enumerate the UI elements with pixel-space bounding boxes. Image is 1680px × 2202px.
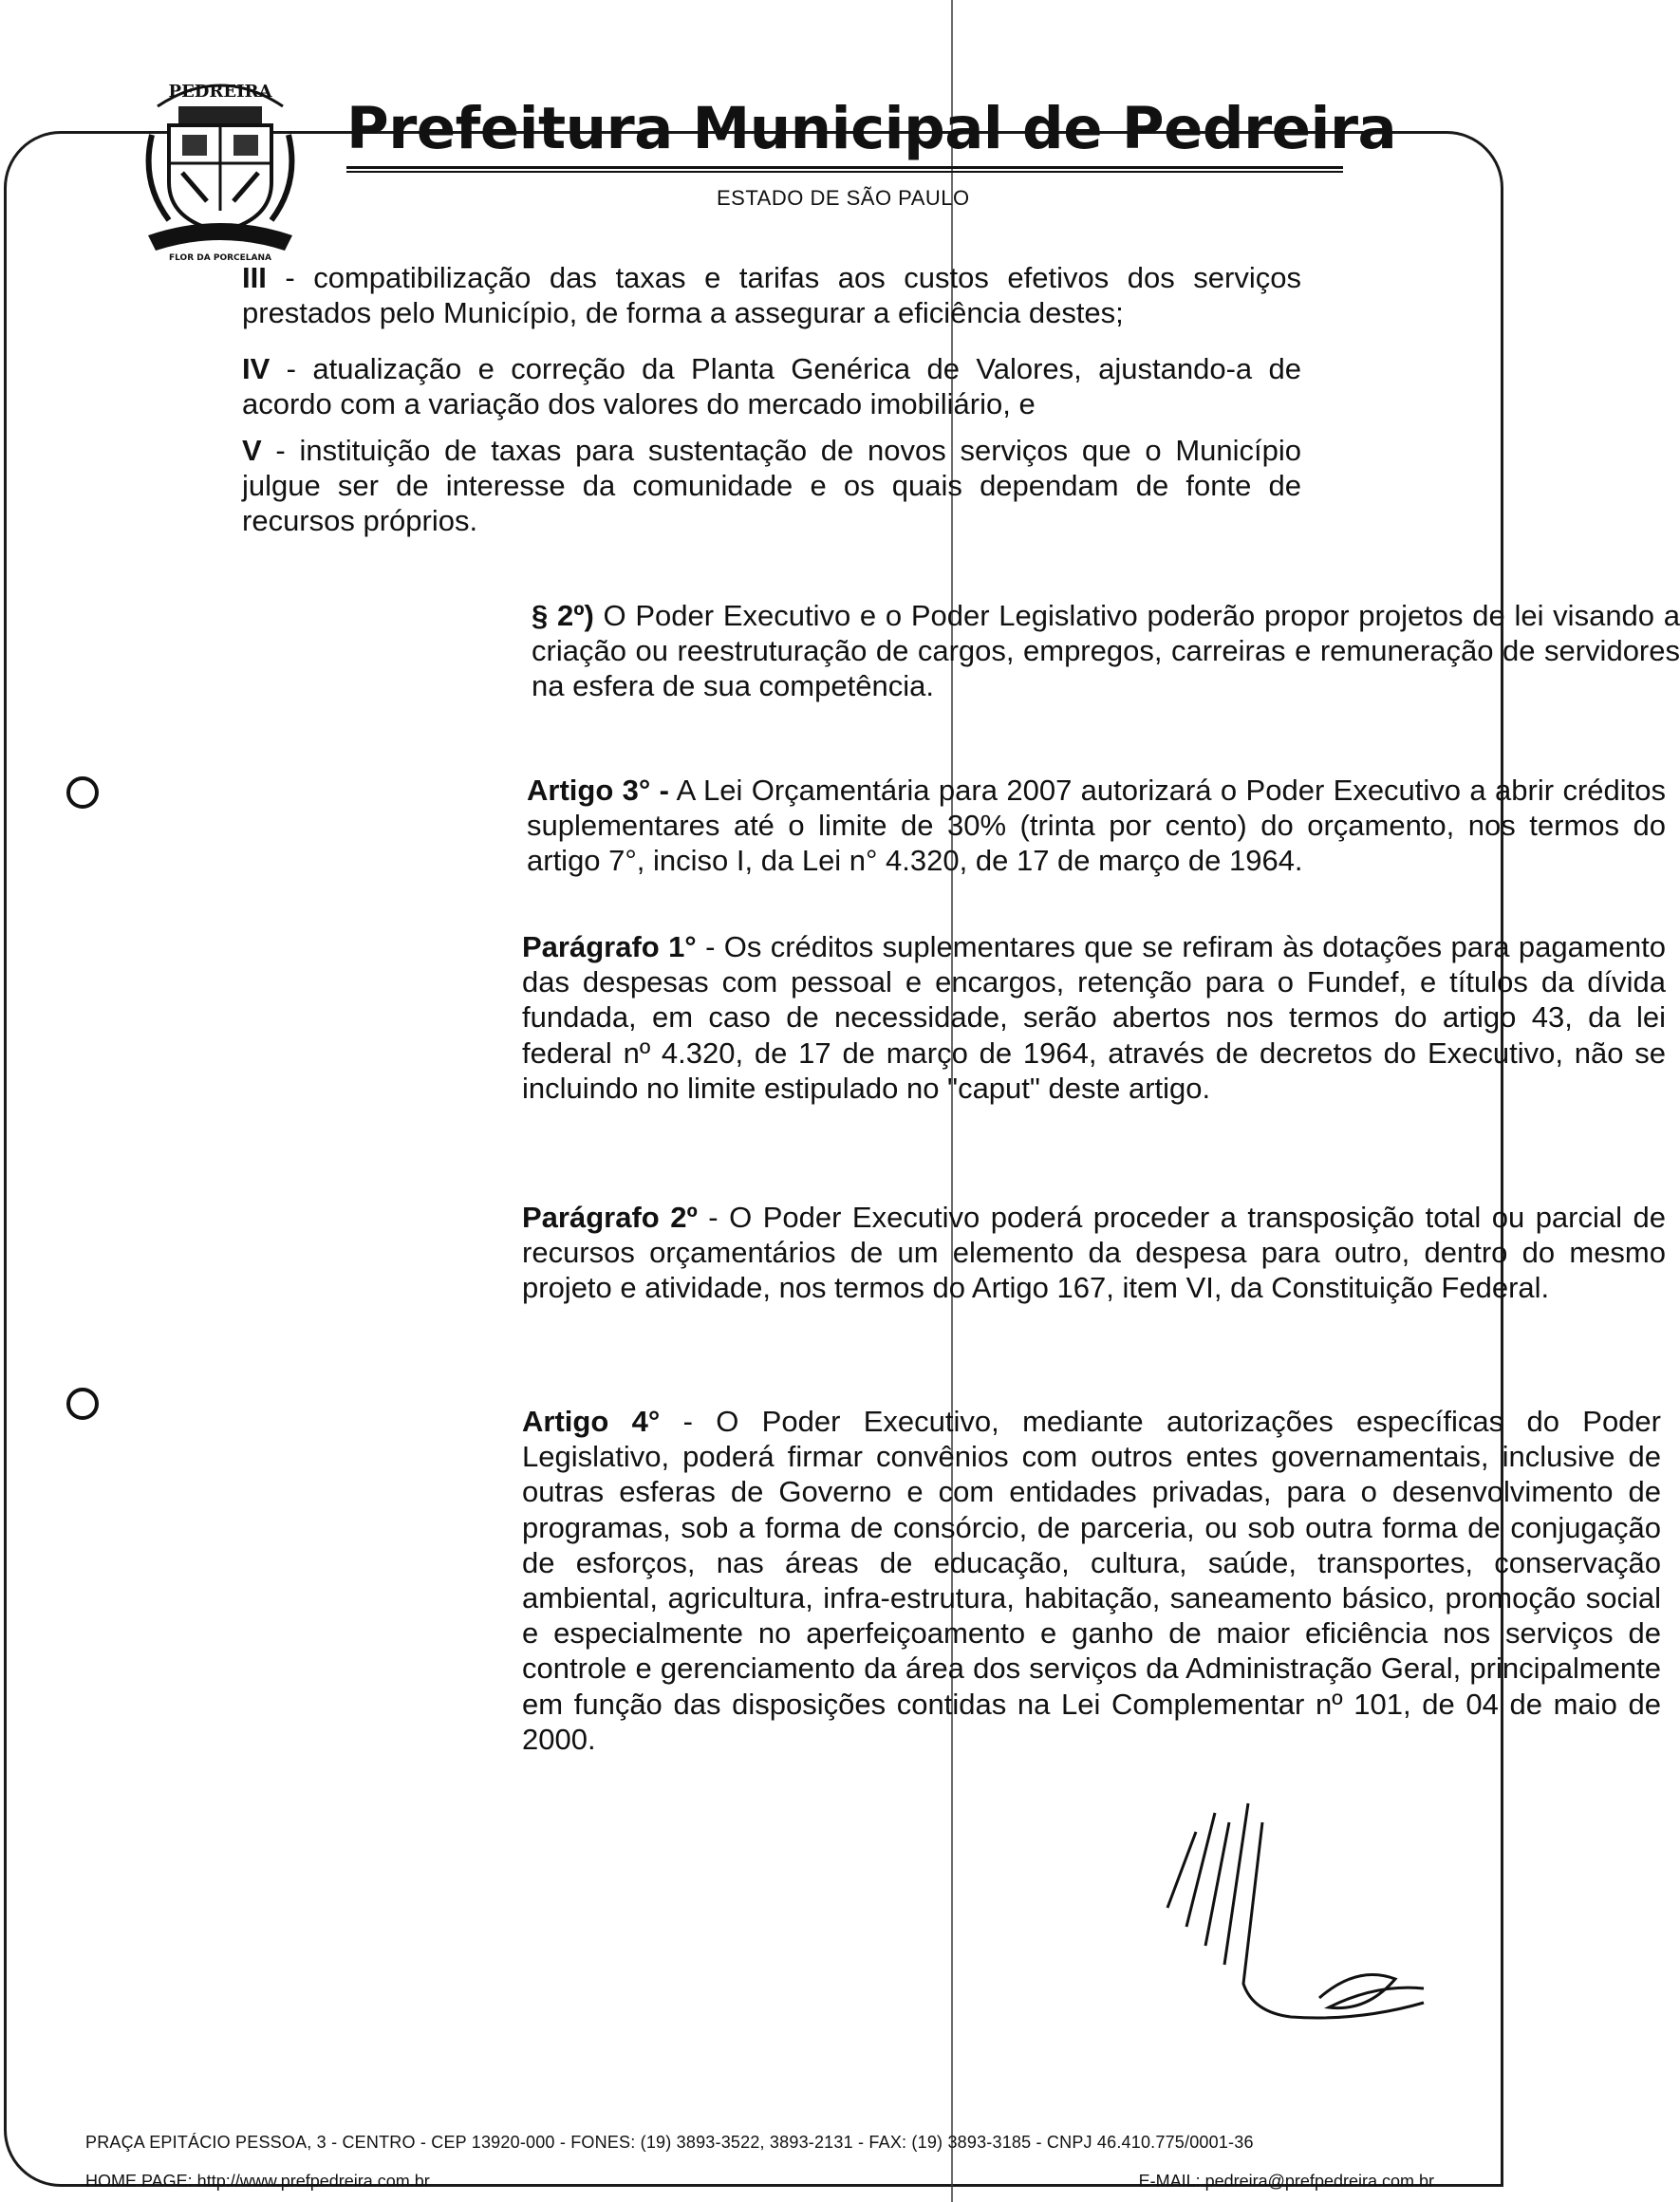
footer-homepage: HOME PAGE: http://www.prefpedreira.com.br [85,2172,430,2191]
margin-circle-mark [66,1388,99,1420]
margin-circle-mark [66,776,99,809]
page-title: Prefeitura Municipal de Pedreira [346,95,1397,162]
artigo-3: Artigo 3° - A Lei Orçamentária para 2007 autorizará o Poder Executivo a abrir créditos suplementares até o limite de 30% (trinta por cento) do orçamento, nos termos do artigo 7°, inciso I, da Lei n° 4.320, de 17 de março de 1964. [527,774,1666,878]
municipal-crest-logo [140,68,300,268]
paragraph-2: § 2º) O Poder Executivo e o Poder Legislativo poderão propor projetos de lei visando a criação ou reestruturação de cargos, empregos, carreiras e remuneração de servidores na esfera de sua competência. [532,599,1680,703]
state-subtitle: ESTADO DE SÃO PAULO [717,186,970,210]
artigo-3-paragrafo-2: Parágrafo 2º - O Poder Executivo poderá proceder a transposição total ou parcial de recursos orçamentários de um elemento da despesa para outro, dentro do mesmo projeto e atividade, nos termos do Artigo 167, item VI, da Constituição Federal. [522,1201,1666,1305]
footer-address: PRAÇA EPITÁCIO PESSOA, 3 - CENTRO - CEP 13920-000 - FONES: (19) 3893-3522, 3893-2131 - FAX: (19) 3893-3185 - CNPJ 46.410.775/0001-36 [85,2133,1254,2152]
crest-motto-text: PEDREIRA [168,82,272,102]
artigo-3-paragrafo-1: Parágrafo 1° - Os créditos suplementares que se refiram às dotações para pagamento das despesas com pessoal e encargos, retenção para o Fundef, e títulos da dívida fundada, em caso de necessidade, serão abertos nos termos do artigo 43, da lei federal nº 4.320, de 17 de março de 1964, através de decretos do Executivo, não se incluindo no limite estipulado no "caput" deste artigo. [522,930,1666,1105]
footer-email: E-MAIL: pedreira@prefpedreira.com.br [1138,2172,1434,2191]
title-underline [346,166,1343,173]
item-iii: III - compatibilização das taxas e tarifas aos custos efetivos dos serviços prestados pelo Município, de forma a assegurar a eficiência destes; [242,261,1301,330]
crest-caption-text: FLOR DA PORCELANA [169,253,271,263]
item-iv: IV - atualização e correção da Planta Genérica de Valores, ajustando-a de acordo com a variação dos valores do mercado imobiliário, e [242,352,1301,421]
handwritten-signature [1139,1794,1443,2031]
item-v: V - instituição de taxas para sustentação de novos serviços que o Município julgue ser de interesse da comunidade e os quais dependam de fonte de recursos próprios. [242,434,1301,538]
artigo-4: Artigo 4° - O Poder Executivo, mediante autorizações específicas do Poder Legislativo, poderá firmar convênios com outros entes governamentais, inclusive de outras esferas de Governo e com entidades privadas, para o desenvolvimento de programas, sob a forma de consórcio, de parceria, ou sob outra forma de conjugação de esforços, nas áreas de educação, cultura, saúde, transportes, conservação ambiental, agricultura, infra-estrutura, habitação, saneamento básico, promoção social e especialmente no aperfeiçoamento e ganho de maior eficiência nos serviços de controle e gerenciamento da área dos serviços da Administração Geral, principalmente em função das disposições contidas na Lei Complementar nº 101, de 04 de maio de 2000. [522,1405,1661,1756]
